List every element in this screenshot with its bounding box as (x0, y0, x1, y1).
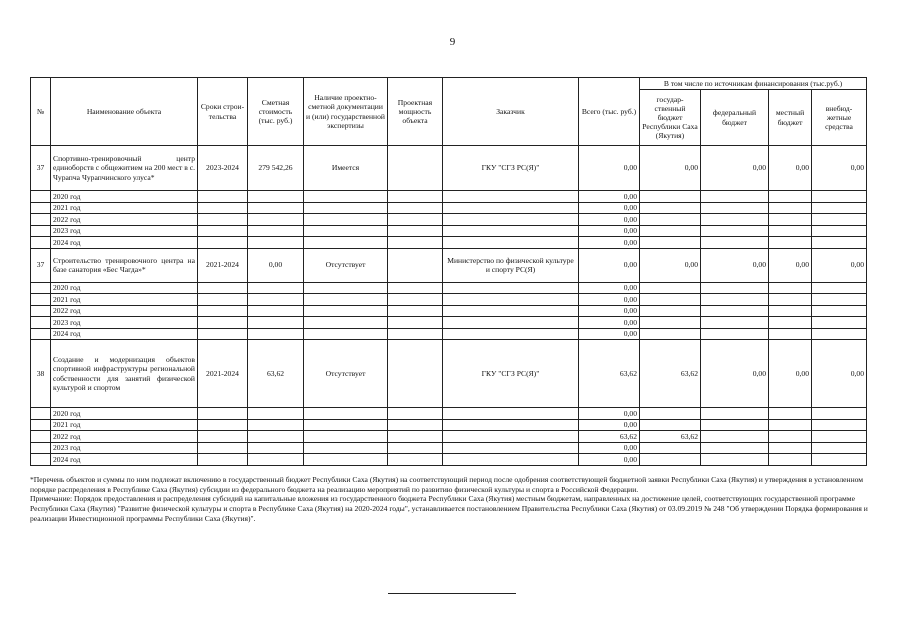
project-row (31, 248, 867, 282)
year-total: 0,00 (579, 317, 640, 329)
year-row (31, 214, 867, 226)
investment-objects-table (30, 77, 867, 466)
page-number: 9 (449, 36, 456, 48)
year-state (640, 294, 701, 306)
footnote-asterisk: *Перечень объектов и суммы по ним подлежат включению в государственный бюджет Республики Саха (Якутия) на соответствующий период после одобрения соответствующей бюджетной заявки Республики Саха (Якутия) и утверждения в установленном порядке распределения в Республике Саха (Якутия) субсидии из федерального бюджета на реализацию мероприятий по развитию физической культуры и спорта в Российской Федерации. (30, 475, 864, 494)
project-local: 0,00 (769, 248, 812, 282)
year-label: 2022 год (51, 305, 198, 317)
year-label: 2024 год (51, 454, 198, 466)
header-cost: Сметная стоимость (тыс. руб.) (248, 78, 304, 146)
year-total: 0,00 (579, 237, 640, 249)
project-total: 0,00 (579, 248, 640, 282)
year-label: 2020 год (51, 408, 198, 420)
header-period: Сроки строи-тельства (198, 78, 248, 146)
project-num: 37 (31, 146, 51, 191)
year-label: 2023 год (51, 225, 198, 237)
year-row (31, 431, 867, 443)
year-label: 2024 год (51, 237, 198, 249)
year-row (31, 442, 867, 454)
project-capacity (388, 248, 443, 282)
year-label: 2021 год (51, 419, 198, 431)
project-cost: 279 542,26 (248, 146, 304, 191)
year-row (31, 202, 867, 214)
year-state (640, 454, 701, 466)
project-cost: 63,62 (248, 340, 304, 408)
year-total: 0,00 (579, 214, 640, 226)
year-state (640, 305, 701, 317)
project-customer: ГКУ "СГЗ РС(Я)" (443, 340, 579, 408)
year-row (31, 305, 867, 317)
year-row (31, 225, 867, 237)
year-total: 0,00 (579, 442, 640, 454)
year-row (31, 282, 867, 294)
project-federal: 0,00 (701, 146, 769, 191)
header-total: Всего (тыс. руб.) (579, 78, 640, 146)
year-row (31, 294, 867, 306)
year-total: 0,00 (579, 454, 640, 466)
year-row (31, 408, 867, 420)
project-name: Строительство тренировочного центра на базе санатория «Бес Чагда»* (51, 248, 198, 282)
year-total: 0,00 (579, 202, 640, 214)
project-extra: 0,00 (812, 340, 867, 408)
project-state-budget: 0,00 (640, 146, 701, 191)
project-row (31, 146, 867, 191)
year-row (31, 237, 867, 249)
year-total: 0,00 (579, 328, 640, 340)
project-num: 38 (31, 340, 51, 408)
year-label: 2021 год (51, 202, 198, 214)
year-state (640, 214, 701, 226)
year-state (640, 442, 701, 454)
year-state (640, 225, 701, 237)
year-state (640, 202, 701, 214)
year-total: 0,00 (579, 282, 640, 294)
project-name: Создание и модернизация объектов спортивной инфраструктуры региональной собственности для занятий физической культурой и спортом (51, 340, 198, 408)
year-label: 2024 год (51, 328, 198, 340)
project-period: 2021-2024 (198, 340, 248, 408)
table-header (31, 78, 867, 146)
year-state (640, 408, 701, 420)
year-row (31, 328, 867, 340)
project-local: 0,00 (769, 146, 812, 191)
header-capacity: Проектная мощность объекта (388, 78, 443, 146)
header-num: № (31, 78, 51, 146)
year-state (640, 191, 701, 203)
project-local: 0,00 (769, 340, 812, 408)
year-total: 0,00 (579, 294, 640, 306)
project-state-budget: 63,62 (640, 340, 701, 408)
year-row (31, 191, 867, 203)
bottom-divider (388, 593, 516, 594)
year-label: 2023 год (51, 317, 198, 329)
project-capacity (388, 340, 443, 408)
project-state-budget: 0,00 (640, 248, 701, 282)
header-sources: В том числе по источникам финансирования (тыс.руб.) (640, 78, 867, 90)
project-period: 2021-2024 (198, 248, 248, 282)
footnotes (30, 475, 872, 524)
year-row (31, 454, 867, 466)
project-docs: Отсутствует (304, 248, 388, 282)
project-period: 2023-2024 (198, 146, 248, 191)
year-state (640, 328, 701, 340)
year-total: 0,00 (579, 191, 640, 203)
year-label: 2022 год (51, 431, 198, 443)
header-state-budget: государ-ственный бюджет Республики Саха (Якутия) (640, 90, 701, 146)
year-label: 2023 год (51, 442, 198, 454)
project-extra: 0,00 (812, 146, 867, 191)
year-label: 2020 год (51, 191, 198, 203)
footnote-note: Примечание: Порядок предоставления и распределения субсидий на капитальные вложения из государственного бюджета Республики Саха (Якутия) местным бюджетам, направленных на достижение целей, соответствующих государственной программе Республики Саха (Якутия) "Развитие физической культуры и спорта в Республике Саха (Якутия) на 2020-2024 годы", устанавливается постановлением Правительства Республики Саха (Якутия) от 03.09.2019 № 248 "Об утверждении Порядка формирования и реализации Инвестиционной программы Республики Саха (Якутия)". (30, 494, 868, 523)
table-body (31, 146, 867, 466)
project-total: 0,00 (579, 146, 640, 191)
year-label: 2021 год (51, 294, 198, 306)
year-total: 0,00 (579, 305, 640, 317)
year-row (31, 419, 867, 431)
project-row (31, 340, 867, 408)
year-row (31, 317, 867, 329)
project-total: 63,62 (579, 340, 640, 408)
year-total: 0,00 (579, 408, 640, 420)
project-federal: 0,00 (701, 248, 769, 282)
project-docs: Отсутствует (304, 340, 388, 408)
header-extra: внебюд-жетные средства (812, 90, 867, 146)
header-name: Наименование объекта (51, 78, 198, 146)
year-state (640, 282, 701, 294)
year-state (640, 237, 701, 249)
header-customer: Заказчик (443, 78, 579, 146)
header-federal: федеральный бюджет (701, 90, 769, 146)
project-customer: Министерство по физической культуре и спорту РС(Я) (443, 248, 579, 282)
header-docs: Наличие проектно-сметной документации и (или) государственной экспертизы (304, 78, 388, 146)
project-extra: 0,00 (812, 248, 867, 282)
year-state (640, 317, 701, 329)
year-label: 2022 год (51, 214, 198, 226)
year-state: 63,62 (640, 431, 701, 443)
year-total: 0,00 (579, 225, 640, 237)
project-docs: Имеется (304, 146, 388, 191)
project-customer: ГКУ "СГЗ РС(Я)" (443, 146, 579, 191)
year-total: 0,00 (579, 419, 640, 431)
header-local: местный бюджет (769, 90, 812, 146)
project-cost: 0,00 (248, 248, 304, 282)
project-federal: 0,00 (701, 340, 769, 408)
year-state (640, 419, 701, 431)
project-name: Спортивно-тренировочный центр единоборств с общежитием на 200 мест в с. Чурапча Чурапчинского улуса* (51, 146, 198, 191)
year-total: 63,62 (579, 431, 640, 443)
project-capacity (388, 146, 443, 191)
year-label: 2020 год (51, 282, 198, 294)
project-num: 37 (31, 248, 51, 282)
